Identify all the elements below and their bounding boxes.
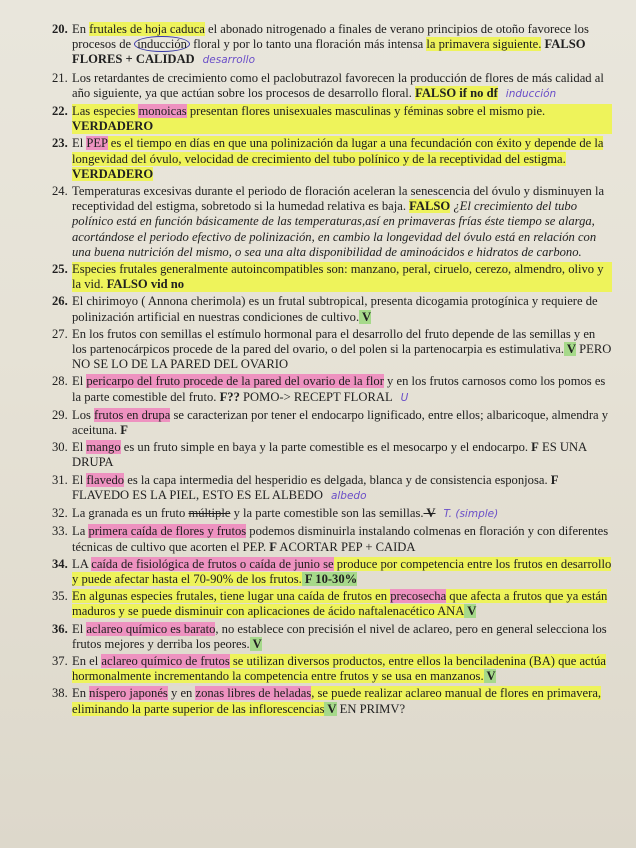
answer: V	[359, 309, 372, 324]
list-item	[52, 262, 612, 292]
answer: V	[324, 701, 337, 716]
item-number: 30.	[52, 440, 68, 455]
item-text: El pericarpo del fruto procede de la pared del ovario de la flor y en los frutos carnosos como los pomos es la parte comestible del fruto. F?? POMO-> RECEPT FLORAL U	[72, 374, 606, 404]
list-item	[52, 294, 612, 324]
item-number: 28.	[52, 374, 68, 389]
item-text: El aclareo químico es barato, no establece con precisión el nivel de aclareo, pero en general selecciona los frutos mejores y derriba los peores. V	[72, 621, 607, 651]
item-number: 31.	[52, 472, 68, 487]
answer: F 10-30%	[301, 571, 358, 586]
item-number: 36.	[52, 621, 68, 636]
handwritten-note: albedo	[330, 489, 367, 502]
item-number: 33.	[52, 524, 68, 539]
answer: V	[423, 506, 436, 521]
list-item	[52, 440, 612, 470]
item-number: 24.	[52, 184, 68, 199]
item-number: 22.	[52, 104, 68, 119]
handwritten-note: desarrollo	[202, 54, 255, 67]
answer: V	[249, 636, 262, 651]
item-number: 38.	[52, 686, 68, 701]
item-text: Especies frutales generalmente autoincompatibles son: manzano, peral, ciruelo, cerezo, almendro, olivo y la vid. FALSO vid no	[72, 262, 612, 292]
handwritten-note: U	[400, 391, 409, 404]
list-item	[52, 408, 612, 438]
list-item	[52, 136, 612, 182]
answer: FALSO FLORES + CALIDAD	[72, 37, 586, 67]
answer: V	[564, 342, 577, 357]
list-item	[52, 622, 612, 652]
list-item	[52, 524, 612, 554]
item-number: 34.	[52, 556, 68, 571]
item-text: El PEP es el tiempo en días en que una polinización da lugar a una fecundación con éxito y depende de la longevidad del óvulo, velocidad de crecimiento del tubo polínico y de la receptividad del estigma. VERDADERO	[72, 136, 604, 181]
item-text: En níspero japonés y en zonas libres de heladas, se puede realizar aclareo manual de flores en primavera, eliminando la parte superior de las inflorescencias V EN PRIMV?	[72, 686, 602, 716]
item-text: Temperaturas excesivas durante el periodo de floración aceleran la senescencia del óvulo y disminuyen la receptividad del estigma, sobretodo si la humedad relativa es baja. FALSO ¿El crecimiento del tubo polínico está en función básicamente de las temperaturas,así en primaveras frías éste tiempo se alarga, acortándose el periodo efectivo de polinización, en cambio la longevidad del óvulo está en relación con una buena nutrición del mismo, o sea una alta disponibilidad de aminoácidos e hidratos de carbono.	[72, 184, 605, 259]
answer: VERDADERO	[72, 166, 154, 181]
item-number: 37.	[52, 653, 68, 668]
answer: FALSO vid no	[103, 277, 185, 292]
item-number: 32.	[52, 506, 68, 521]
list-item	[52, 184, 612, 260]
answer: F??	[219, 389, 240, 404]
item-text: En el aclareo químico de frutos se utilizan diversos productos, entre ellos la benciladenina (BA) que actúa hormonalmente incrementando la competencia entre frutos y se usa en manzanos. V	[72, 653, 607, 684]
item-text: La granada es un fruto múltiple y la parte comestible son las semillas. V T. (simple)	[72, 506, 499, 521]
item-number: 25.	[52, 262, 68, 277]
list-item	[52, 589, 612, 619]
answer: FALSO if no df	[415, 85, 498, 100]
item-text: Los retardantes de crecimiento como el paclobutrazol favorecen la producción de flores de más calidad al año siguiente, ya que actúan sobre los procesos de desarrollo floral. FALSO if no df inducción	[72, 70, 604, 100]
list-item	[52, 557, 612, 587]
list-item	[52, 686, 612, 716]
item-number: 20.	[52, 22, 68, 36]
answer: FALSO	[409, 199, 451, 214]
list-item	[52, 22, 612, 69]
item-text: En frutales de hoja caduca el abonado nitrogenado a finales de verano principios de otoño favorece los procesos de inducción floral y por lo tanto una floración más intensa la primavera siguiente. FALSO FLORES + CALIDAD desarrollo	[72, 22, 589, 67]
list-item	[52, 104, 612, 134]
list-item	[52, 374, 612, 405]
item-text: El mango es un fruto simple en baya y la parte comestible es el mesocarpo y el endocarpo. F ES UNA DRUPA	[72, 440, 587, 470]
answer: V	[483, 669, 496, 684]
item-number: 23.	[52, 136, 68, 151]
answer: F	[117, 423, 128, 438]
item-text: Los frutos en drupa se caracterizan por tener el endocarpo lignificado, entre ellos; albaricoque, almendra y aceituna. F	[72, 407, 609, 438]
item-text: El flavedo es la capa intermedia del hesperidio es delgada, blanca y de consistencia esponjosa. F FLAVEDO ES LA PIEL, ESTO ES EL ALBEDO albedo	[72, 472, 559, 502]
item-number: 21.	[52, 70, 68, 85]
list-item	[52, 506, 612, 522]
list-item	[52, 327, 612, 373]
item-number: 35.	[52, 589, 68, 604]
item-number: 27.	[52, 326, 68, 341]
list-item	[52, 473, 612, 504]
item-text: LA caída de fisiológica de frutos o caída de junio se produce por competencia entre los frutos en desarrollo y puede afectar hasta el 70-90% de los frutos. F 10-30%	[72, 556, 612, 586]
answer: V	[464, 604, 477, 619]
answer: VERDADERO	[72, 119, 154, 134]
question-list	[52, 22, 612, 719]
item-number: 29.	[52, 407, 68, 422]
explanation: ¿El crecimiento del tubo polínico está en función básicamente de las temperaturas,así en primaveras frías éste tiempo se alarga, acortándose el periodo efectivo de polinización, en cambio la longevidad del óvulo está en relación con una buena nutrición del mismo, o sea una alta disponibilidad de aminoácidos e hidratos de carbono.	[72, 199, 597, 259]
item-text: En los frutos con semillas el estímulo hormonal para el desarrollo del fruto depende de las semillas y en los partenocárpicos procede de la pared del ovario, o del polen si la partenocarpia es estimulativa. V PERO NO SE LO DE LA PARED DEL OVARIO	[72, 326, 612, 372]
handwritten-note: T. (simple)	[443, 508, 499, 521]
item-text: Las especies monoicas presentan flores unisexuales masculinas y féminas sobre el mismo pie. VERDADERO	[72, 104, 612, 134]
answer: F	[547, 472, 559, 487]
item-text: En algunas especies frutales, tiene lugar una caída de frutos en precosecha que afecta a frutos que ya están maduros y se puede disminuir con aplicaciones de ácido naftalenacético ANA V	[72, 589, 608, 619]
item-number: 26.	[52, 294, 68, 309]
list-item	[52, 654, 612, 684]
handwritten-note: inducción	[505, 87, 557, 100]
answer: F	[528, 440, 539, 455]
list-item	[52, 71, 612, 102]
answer: F	[266, 539, 277, 554]
item-text: La primera caída de flores y frutos podemos disminuirla instalando colmenas en floración y con diferentes técnicas de cultivo que acorten el PEP. F ACORTAR PEP + CAIDA	[72, 524, 609, 554]
item-text: El chirimoyo ( Annona cherimola) es un frutal subtropical, presenta dicogamia protogínica y requiere de polinización artificial en nuestras condiciones de cultivo. V	[72, 294, 598, 324]
